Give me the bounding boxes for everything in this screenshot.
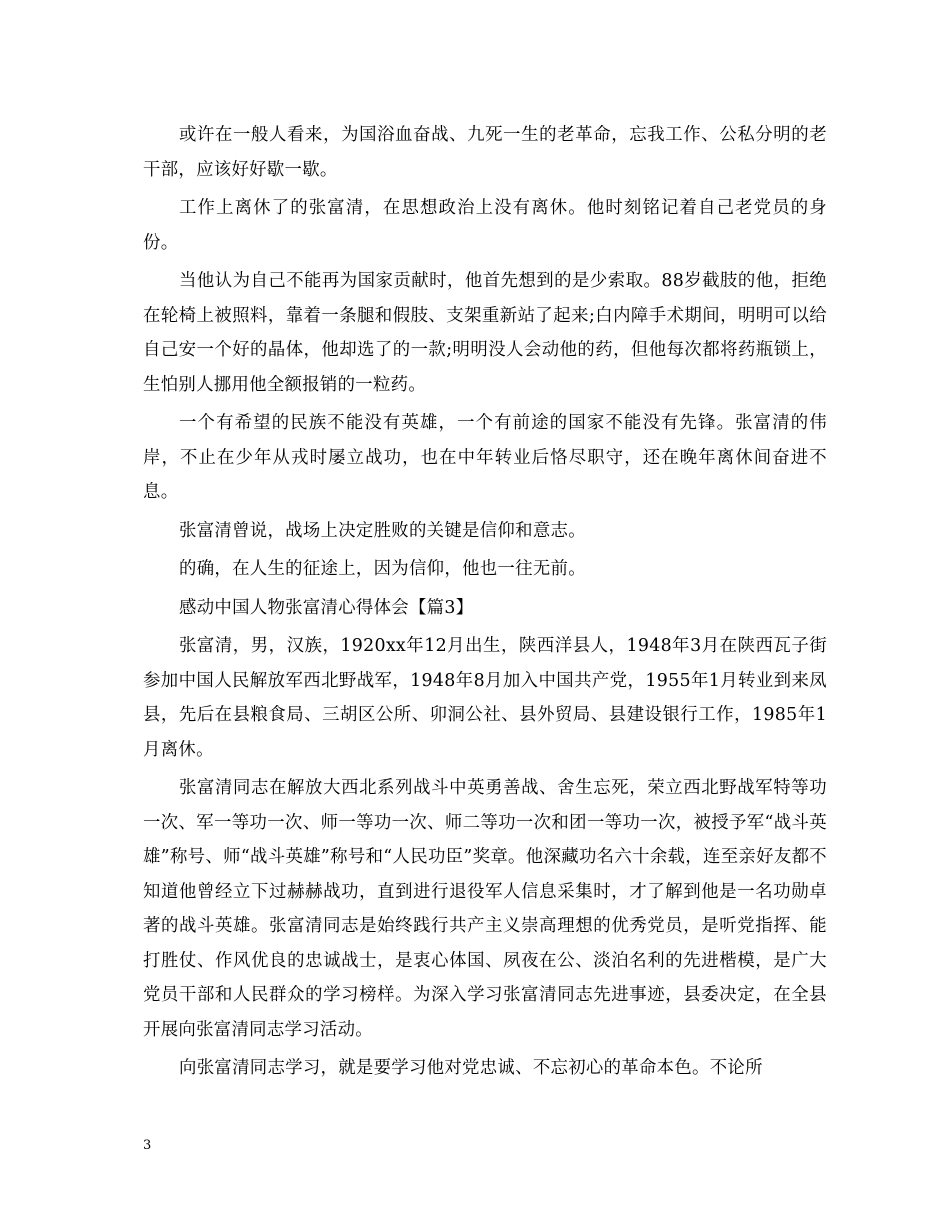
paragraph-4: 一个有希望的民族不能没有英雄，一个有前途的国家不能没有先锋。张富清的伟岸，不止在少年从戎时屡立战功，也在中年转业后恪尽职守，还在晚年离休间奋进不息。 xyxy=(143,413,827,502)
paragraph-5: 张富清曾说，战场上决定胜败的关键是信仰和意志。 xyxy=(179,520,586,541)
paragraph-7: 张富清，男，汉族，1920xx年12月出生，陕西洋县人，1948年3月在陕西瓦子街参加中国人民解放军西北野战军，1948年8月加入中国共产党，1955年1月转业到来凤县，先后在县粮食局、三胡区公所、卯洞公社、县外贸局、县建设银行工作，1985年1月离休。 xyxy=(143,636,827,760)
paragraph-3: 当他认为自己不能再为国家贡献时，他首先想到的是少索取。88岁截肢的他，拒绝在轮椅上被照料，靠着一条腿和假肢、支架重新站了起来;白内障手术期间，明明可以给自己安一个好的晶体，他却选了的一款;明明没人会动他的药，但他每次都将药瓶锁上，生怕别人挪用他全额报销的一粒药。 xyxy=(143,271,827,395)
paragraph-1: 或许在一般人看来，为国浴血奋战、九死一生的老革命，忘我工作、公私分明的老干部，应该好好歇一歇。 xyxy=(143,125,827,180)
paragraph-6: 的确，在人生的征途上，因为信仰，他也一往无前。 xyxy=(179,559,586,579)
document-body xyxy=(143,118,827,1090)
section-heading: 感动中国人物张富清心得体会【篇3】 xyxy=(179,597,474,618)
paragraph-8: 张富清同志在解放大西北系列战斗中英勇善战、舍生忘死，荣立西北野战军特等功一次、军一等功一次、师一等功一次、师二等功一次和团一等功一次，被授予军“战斗英雄”称号、师“战斗英雄”称号和“人民功臣”奖章。他深藏功名六十余载，连至亲好友都不知道他曾经立下过赫赫战功，直到进行退役军人信息采集时，才了解到他是一名功勋卓著的战斗英雄。张富清同志是始终践行共产主义崇高理想的优秀党员，是听党指挥、能打胜仗、作风优良的忠诚战士，是衷心体国、夙夜在公、淡泊名利的先进楷模，是广大党员干部和人民群众的学习榜样。为深入学习张富清同志先进事迹，县委决定，在全县开展向张富清同志学习活动。 xyxy=(143,778,827,1040)
paragraph-9: 向张富清同志学习，就是要学习他对党忠诚、不忘初心的革命本色。不论所 xyxy=(179,1058,763,1078)
paragraph-2: 工作上离休了的张富清，在思想政治上没有离休。他时刻铭记着自己老党员的身份。 xyxy=(143,198,827,253)
page-number: 3 xyxy=(143,1138,152,1153)
